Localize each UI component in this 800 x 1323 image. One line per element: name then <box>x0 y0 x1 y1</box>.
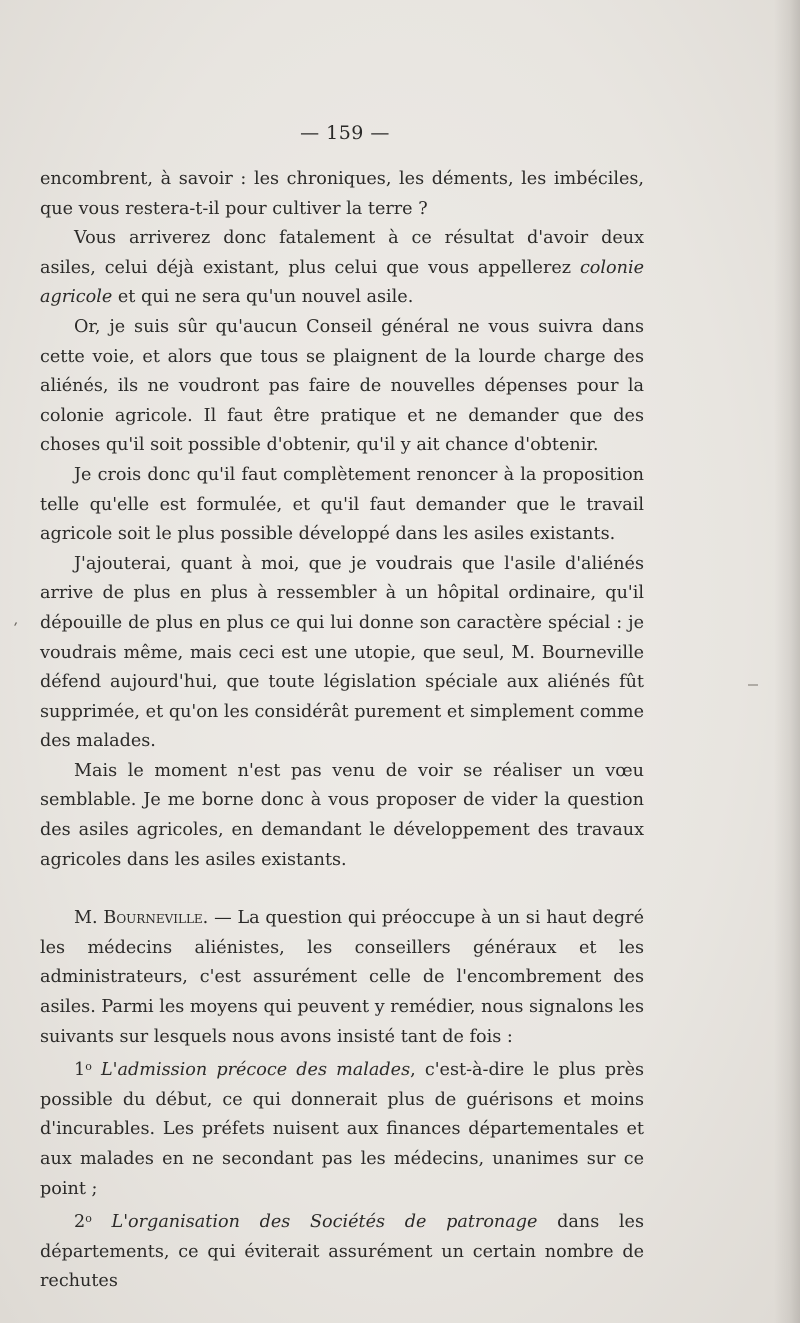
list-item-2-title: L'organisation des Sociétés de patronage <box>111 1212 538 1233</box>
paragraph-1: encombrent, à savoir : les chroniques, les déments, les imbéciles, que vous restera-t-il pour cultiver la terre ? <box>40 169 644 219</box>
page-edge-shadow <box>774 0 800 1323</box>
paragraph-4: Je crois donc qu'il faut complètement renoncer à la proposition telle qu'elle est formulée, et qu'il faut demander que le travail agricole soit le plus possible développé dans les asiles existants. <box>40 464 644 545</box>
emphasis-colonie-agricole: colonie agricole <box>40 257 644 308</box>
paragraph-3: Or, je suis sûr qu'aucun Conseil général ne vous suivra dans cette voie, et alors que tous se plaignent de la lourde charge des aliénés, ils ne voudront pas faire de nouvelles dépenses pour la colonie agricole. Il faut être pratique et ne demander que des choses qu'il soit possible d'obtenir, qu'il y ait chance d'obtenir. <box>40 316 644 456</box>
paragraph-2 <box>40 224 644 313</box>
paragraph-2-end: et qui ne sera qu'un nouvel asile. <box>112 287 414 308</box>
paragraph-5: J'ajouterai, quant à moi, que je voudrais que l'asile d'aliénés arrive de plus en plus à ressembler à un hôpital ordinaire, qu'il dépouille de plus en plus ce qui lui donne son caractère spécial : je voudrais même, mais ceci est une utopie, que seul, M. Bourneville défend aujourd'hui, que toute législation spéciale aux aliénés fût supprimée, et qu'on les considérât purement et simplement comme des malades. <box>40 553 644 752</box>
speaker-name: M. Bourneville. <box>74 908 209 929</box>
paragraph-7-text: — La question qui préoccupe à un si haut degré les médecins aliénistes, les conseillers généraux et les administrateurs, c'est assurément celle de l'encombrement des asiles. Parmi les moyens qui peuvent y remédier, nous signalons les suivants sur lesquels nous avons insisté tant de fois : <box>40 908 645 1047</box>
list-item-1-text: , c'est-à-dire le plus près possible du début, ce qui donnerait plus de guérisons et moins d'incurables. Les préfets nuisent aux finances départementales et aux malades en ne secondant pas les médecins, unanimes sur ce point ; <box>40 1060 645 1199</box>
list-item-1 <box>40 1052 644 1204</box>
list-item-2-text: dans les départements, ce qui éviterait assurément un certain nombre de rechutes <box>40 1212 644 1292</box>
paper-speck <box>748 684 758 686</box>
list-item-1-ordinal: o <box>85 1060 92 1074</box>
list-item-1-title: L'admission précoce des malades <box>100 1060 411 1081</box>
paragraph-2-start: Vous arriverez donc fatalement à ce résultat d'avoir deux asiles, celui déjà existant, plus celui que vous appellerez <box>40 228 644 278</box>
page-number: — 159 — <box>300 122 390 144</box>
paragraph-7 <box>40 904 644 1052</box>
body-text <box>40 165 644 1297</box>
list-item-2-ordinal: o <box>85 1212 92 1226</box>
margin-mark: ʹ <box>9 619 19 639</box>
list-item-2-number: 2 <box>74 1212 86 1233</box>
list-item-2 <box>40 1204 644 1297</box>
paragraph-6: Mais le moment n'est pas venu de voir se réaliser un vœu semblable. Je me borne donc à vous proposer de vider la question des asiles agricoles, en demandant le développement des travaux agricoles dans les asiles existants. <box>40 760 644 870</box>
list-item-1-number: 1 <box>74 1060 86 1081</box>
